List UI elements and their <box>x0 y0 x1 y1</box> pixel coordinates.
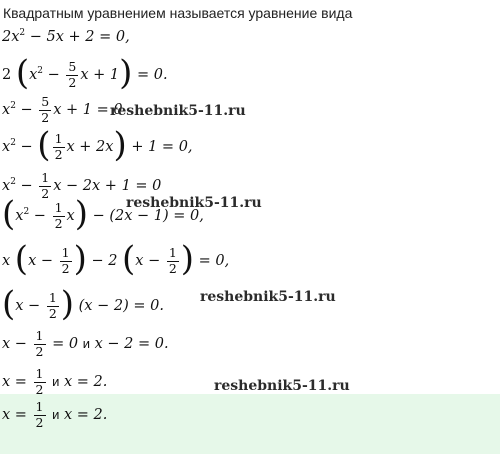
equation-line-1: $2x^2 - 5x + 2 = 0$, <box>2 28 130 45</box>
equation-line-3: $x^2$ − $\frac{5}{2}$ x + 1 = 0 <box>2 94 123 125</box>
watermark: reshebnik5-11.ru <box>126 195 262 211</box>
equation-line-5: $x^2$ − $\frac{1}{2}$ x − 2x + 1 = 0 <box>2 170 162 201</box>
answer-line: x = $\frac{1}{2}$ и x = 2. <box>2 399 108 430</box>
page-heading: Квадратным уравнением называется уравнение вида <box>3 5 353 21</box>
equation-line-7: x (x − $\frac{1}{2}$ ) − 2 (x − $\frac{1}{2}$ ) = 0, <box>2 239 230 279</box>
watermark: reshebnik5-11.ru <box>214 378 350 394</box>
watermark: reshebnik5-11.ru <box>200 289 336 305</box>
watermark: reshebnik5-11.ru <box>110 103 246 119</box>
equation-line-2: 2 ($x^2$ − $\frac{5}{2}$ x + 1) = 0. <box>2 53 168 93</box>
equation-line-8: (x − $\frac{1}{2}$ ) (x − 2) = 0. <box>2 284 164 324</box>
equation-line-6: ($x^2$ − $\frac{1}{2}$ x) − (2x − 1) = 0, <box>2 194 204 234</box>
equation-line-4: $x^2$ − ( $\frac{1}{2}$ x + 2x) + 1 = 0, <box>2 125 193 165</box>
equation-line-10: x = $\frac{1}{2}$ и x = 2. <box>2 366 108 397</box>
equation-line-9: x − $\frac{1}{2}$ = 0 и x − 2 = 0. <box>2 328 169 359</box>
